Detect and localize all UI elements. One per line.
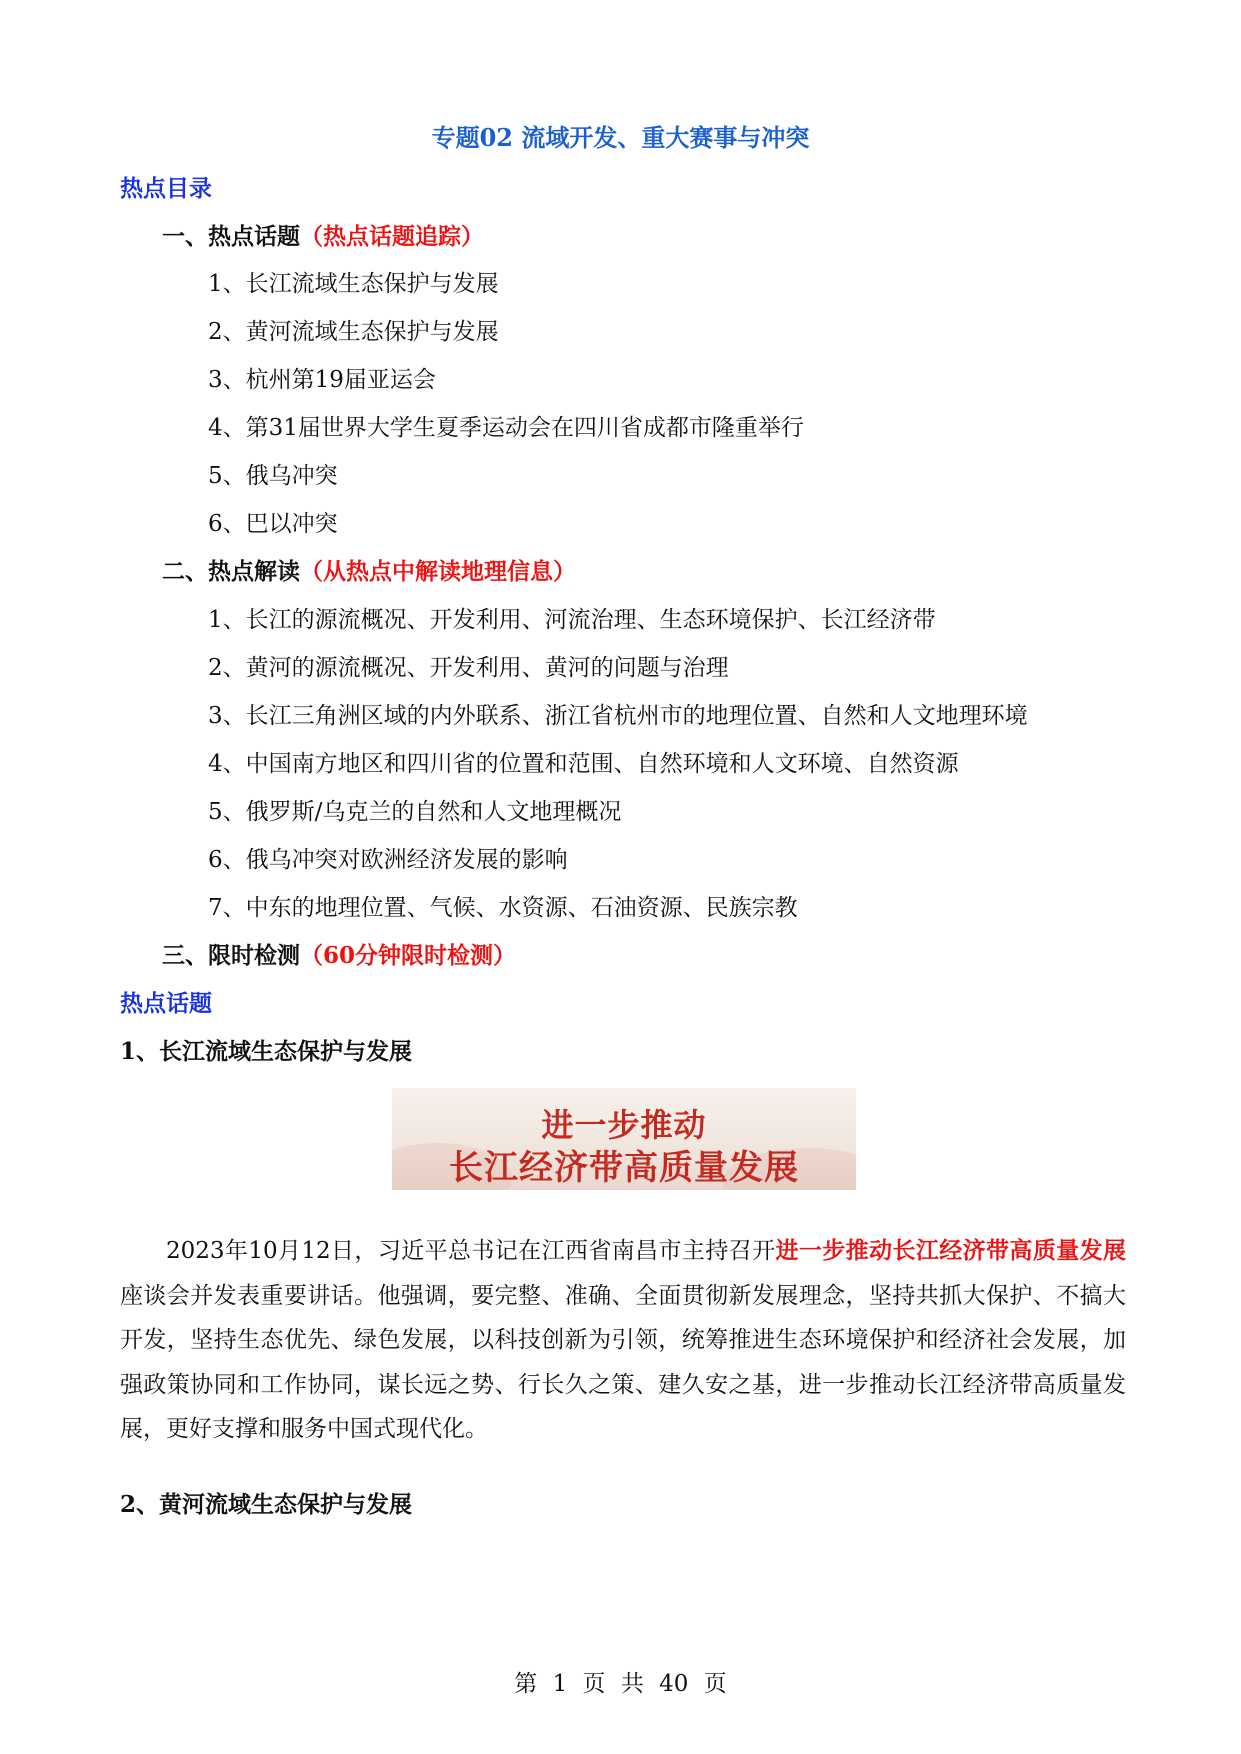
toc-item: 1、长江流域生态保护与发展 [208,271,499,297]
section-1-label: 一、热点话题 [162,223,300,250]
toc-item: 5、俄罗斯/乌克兰的自然和人文地理概况 [208,799,622,825]
paragraph-text: 座谈会并发表重要讲话。他强调，要完整、准确、全面贯彻新发展理念，坚持共抓大保护、不搞大开发，坚持生态优先、绿色发展，以科技创新为引领，统筹推进生态环境保护和经济社会发展，加强政策协同和工作协同，谋长远之势、行长久之策、建久安之基，进一步推动长江经济带高质量发展，更好支撑和服务中国式现代化。 [120,1282,1126,1442]
toc-item: 2、黄河流域生态保护与发展 [208,319,499,345]
section-2-label: 二、热点解读 [162,558,300,585]
paragraph-highlight: 进一步推动长江经济带高质量发展 [775,1237,1126,1264]
page-footer: 第 1 页 共 40 页 [514,1671,727,1697]
topic-1-title: 1、长江流域生态保护与发展 [120,1038,413,1065]
section-3-heading [162,937,516,970]
toc-item: 1、长江的源流概况、开发利用、河流治理、生态环境保护、长江经济带 [208,607,936,633]
section-2-note: （从热点中解读地理信息） [300,558,576,585]
section-1-note: （热点话题追踪） [300,223,484,250]
toc-item: 6、巴以冲突 [208,511,338,537]
toc-item: 3、长江三角洲区域的内外联系、浙江省杭州市的地理位置、自然和人文地理环境 [208,703,1028,729]
document-title: 专题02 流域开发、重大赛事与冲突 [431,123,810,152]
topic-2-title: 2、黄河流域生态保护与发展 [120,1491,413,1518]
toc-item: 6、俄乌冲突对欧洲经济发展的影响 [208,847,568,873]
toc-heading: 热点目录 [120,175,212,202]
toc-item: 7、中东的地理位置、气候、水资源、石油资源、民族宗教 [208,895,798,921]
toc-item: 4、第31届世界大学生夏季运动会在四川省成都市隆重举行 [208,415,804,441]
section-1-heading [162,218,484,251]
section-2-heading [162,553,576,586]
paragraph-text: 2023年10月12日，习近平总书记在江西省南昌市主持召开 [166,1238,776,1264]
banner-line-2: 长江经济带高质量发展 [449,1148,799,1188]
section-3-label: 三、限时检测 [162,942,300,969]
toc-item: 5、俄乌冲突 [208,463,338,489]
section-3-note: （60分钟限时检测） [300,942,517,969]
toc-item: 3、杭州第19届亚运会 [208,367,436,393]
topic-1-paragraph [120,1229,1126,1452]
toc-item: 2、黄河的源流概况、开发利用、黄河的问题与治理 [208,655,729,681]
banner-image [392,1088,856,1190]
toc-item: 4、中国南方地区和四川省的位置和范围、自然环境和人文环境、自然资源 [208,751,959,777]
banner-line-1: 进一步推动 [541,1106,707,1144]
hot-topics-heading: 热点话题 [120,990,212,1017]
